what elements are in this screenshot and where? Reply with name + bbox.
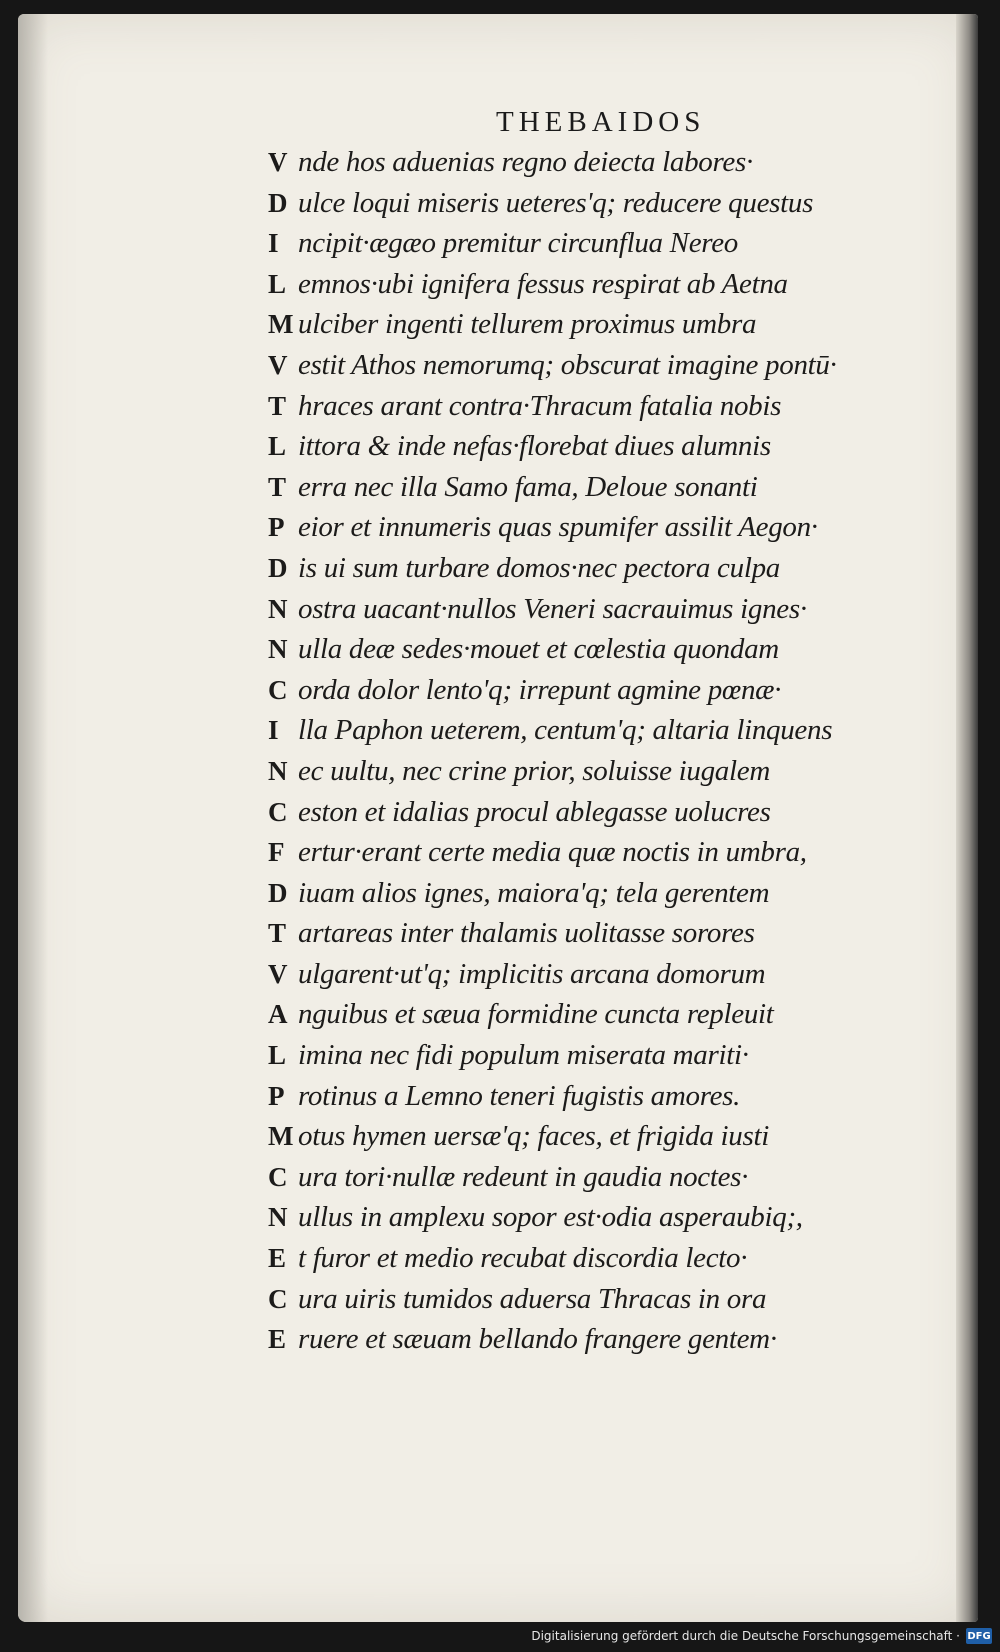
verse-text: ec uultu, nec crine prior, soluisse iugalem xyxy=(298,754,770,787)
verse-line xyxy=(268,268,837,309)
verse-text: orda dolor lento'q; irrepunt agmine pœnæ· xyxy=(298,673,782,706)
verse-text: nde hos aduenias regno deiecta labores· xyxy=(298,146,753,178)
verse-text: hraces arant contra·Thracum fatalia nobis xyxy=(298,389,782,422)
show-through-text xyxy=(904,140,964,1330)
verse-text: ulla deæ sedes·mouet et cœlestia quondam xyxy=(298,633,779,666)
verse-initial: V xyxy=(268,958,288,989)
verse-line xyxy=(268,471,837,512)
verse-initial: C xyxy=(268,1161,288,1192)
verse-line xyxy=(268,674,837,715)
verse-line xyxy=(268,511,837,552)
verse-initial: L xyxy=(268,1040,287,1071)
verse-initial: P xyxy=(268,1080,285,1111)
verse-text: ura uiris tumidos aduersa Thracas in ora xyxy=(298,1282,767,1315)
verse-text: t furor et medio recubat discordia lecto· xyxy=(298,1242,748,1275)
digitization-footer xyxy=(531,1626,992,1646)
verse-text: artareas inter thalamis uolitasse sorores xyxy=(298,917,755,950)
verse-text: ullus in amplexu sopor est·odia asperaubiq;, xyxy=(298,1201,803,1234)
verse-initial: I xyxy=(268,228,279,259)
verse-line xyxy=(268,146,837,187)
verse-text: ittora & inde nefas·florebat diues alumnis xyxy=(298,430,771,463)
verse-line xyxy=(268,593,837,634)
verse-text: ulce loqui miseris ueteres'q; reducere questus xyxy=(298,186,814,219)
verse-initial: N xyxy=(268,593,288,624)
verse-initial: A xyxy=(268,999,288,1030)
verse-text: imina nec fidi populum miserata mariti· xyxy=(298,1039,749,1072)
verse-initial: D xyxy=(268,552,288,583)
verse-text: eior et innumeris quas spumifer assilit Aegon· xyxy=(298,511,818,544)
verse-text: lla Paphon ueterem, centum'q; altaria linquens xyxy=(298,714,833,747)
verse-line xyxy=(268,227,837,268)
verse-line xyxy=(268,390,837,431)
verse-line xyxy=(268,1120,837,1161)
verse-initial: E xyxy=(268,1324,287,1355)
verse-line xyxy=(268,1201,837,1242)
verse-line xyxy=(268,1283,837,1324)
verse-line xyxy=(268,187,837,228)
verse-line xyxy=(268,877,837,918)
verse-initial: C xyxy=(268,1283,288,1314)
verse-line xyxy=(268,308,837,349)
verse-line xyxy=(268,958,837,999)
verse-text: ulciber ingenti tellurem proximus umbra xyxy=(298,308,757,341)
verse-line xyxy=(268,1242,837,1283)
verse-initial: D xyxy=(268,187,288,218)
verse-line xyxy=(268,1039,837,1080)
verse-initial: N xyxy=(268,634,288,665)
verse-text: eston et idalias procul ablegasse uolucres xyxy=(298,795,771,828)
verse-list xyxy=(268,146,837,1364)
verse-line xyxy=(268,633,837,674)
digitization-credit: Digitalisierung gefördert durch die Deutsche Forschungsgemeinschaft · xyxy=(531,1629,960,1643)
verse-line xyxy=(268,796,837,837)
verse-line xyxy=(268,552,837,593)
verse-line xyxy=(268,349,837,390)
verse-initial: L xyxy=(268,431,287,462)
verse-line xyxy=(268,714,837,755)
verse-text: ulgarent·ut'q; implicitis arcana domorum xyxy=(298,957,766,990)
verse-initial: N xyxy=(268,755,288,786)
verse-initial: T xyxy=(268,471,287,502)
page-left-edge xyxy=(18,14,48,1622)
verse-text: ncipit·ægæo premitur circunflua Nereo xyxy=(298,227,738,260)
verse-text: ostra uacant·nullos Veneri sacrauimus ignes· xyxy=(298,592,807,625)
verse-text: iuam alios ignes, maiora'q; tela gerentem xyxy=(298,876,770,909)
verse-line xyxy=(268,755,837,796)
verse-text: is ui sum turbare domos·nec pectora culpa xyxy=(298,551,780,584)
verse-initial: C xyxy=(268,796,288,827)
verse-line xyxy=(268,1323,837,1364)
verse-line xyxy=(268,1161,837,1202)
verse-text: erra nec illa Samo fama, Deloue sonanti xyxy=(298,470,758,503)
verse-text: ura tori·nullæ redeunt in gaudia noctes· xyxy=(298,1160,749,1193)
verse-text: rotinus a Lemno teneri fugistis amores. xyxy=(298,1079,741,1112)
verse-initial: L xyxy=(268,268,287,299)
book-page xyxy=(18,14,978,1622)
verse-initial: C xyxy=(268,674,288,705)
verse-line xyxy=(268,917,837,958)
verse-initial: D xyxy=(268,877,288,908)
dfg-logo-icon: DFG xyxy=(966,1628,992,1644)
verse-initial: F xyxy=(268,837,285,868)
verse-initial: M xyxy=(268,309,294,340)
verse-initial: I xyxy=(268,715,279,746)
verse-text: emnos·ubi ignifera fessus respirat ab Aetna xyxy=(298,267,788,300)
verse-text: nguibus et sæua formidine cuncta repleuit xyxy=(298,998,774,1031)
verse-initial: V xyxy=(268,349,288,380)
running-head: THEBAIDOS xyxy=(496,106,706,138)
verse-text: ruere et sæuam bellando frangere gentem· xyxy=(298,1323,777,1356)
verse-initial: E xyxy=(268,1243,287,1274)
verse-text: estit Athos nemorumq; obscurat imagine pontū· xyxy=(298,348,837,381)
verse-initial: T xyxy=(268,390,287,421)
verse-line xyxy=(268,998,837,1039)
verse-text: ertur·erant certe media quæ noctis in umbra, xyxy=(298,836,807,869)
verse-initial: P xyxy=(268,512,285,543)
verse-initial: M xyxy=(268,1121,294,1152)
verse-line xyxy=(268,836,837,877)
verse-initial: T xyxy=(268,918,287,949)
verse-text: otus hymen uersæ'q; faces, et frigida iusti xyxy=(298,1120,769,1153)
verse-initial: N xyxy=(268,1202,288,1233)
verse-initial: V xyxy=(268,147,288,177)
verse-line xyxy=(268,1080,837,1121)
verse-line xyxy=(268,430,837,471)
